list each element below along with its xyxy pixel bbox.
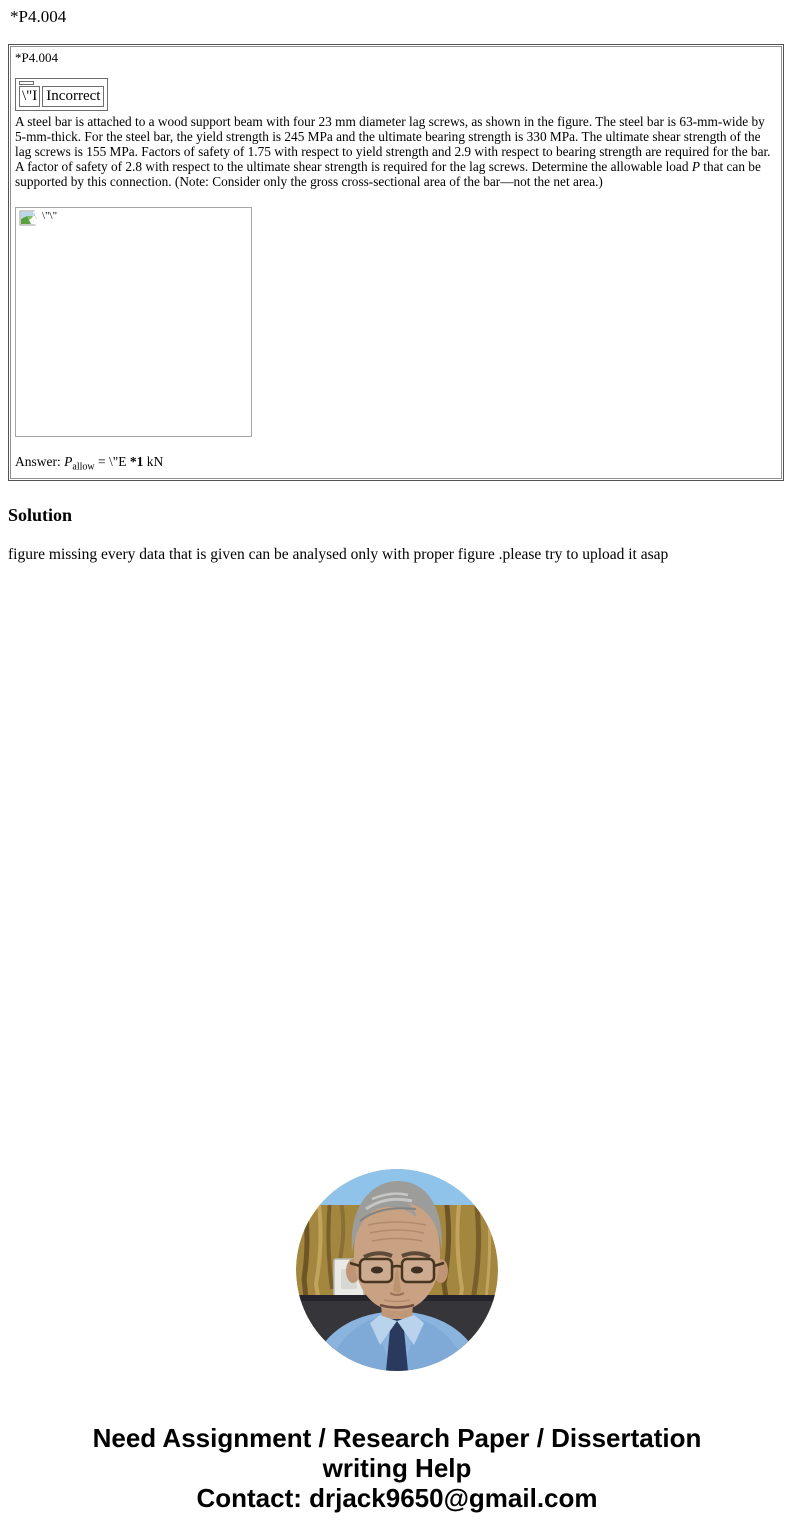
broken-image-alt-text: \"I [19,86,40,107]
badge-row [19,86,104,107]
footer-contact-email: Contact: drjack9650@gmail.com [196,1482,598,1513]
problem-number: *P4.004 [15,50,58,65]
answer-symbol-subscript: allow [72,461,95,473]
load-symbol: P [691,159,700,174]
figure-placeholder [15,207,252,437]
problem-statement [15,114,777,189]
figure-alt-text: \"\" [42,210,58,222]
problem-text-part1: A steel bar is attached to a wood support beam with four 23 mm diameter lag screws, as shown in the figure. The steel bar is 63-mm-wide by 5-mm-thick. For the steel bar, the yield strength is 245 MPa and the ultimate bearing strength is 330 MPa. The ultimate shear strength of the lag screws is 155 MPa. Factors of safety of 1.75 with respect to yield strength and 2.9 with respect to bearing strength are required for the bar. A factor of safety of 2.8 with respect to the ultimate shear strength is required for the lag screws. Determine the allowable load [15,114,771,174]
answer-line [15,454,777,476]
answer-broken-text: \"E [108,454,127,469]
problem-box-inner [10,46,782,479]
problem-text-part2: that can be supported by this connection. (Note: Consider only the gross cross-sectional area of the bar—not the net area.) [15,159,761,189]
tutor-portrait-photo [296,1169,498,1371]
answer-symbol: P [64,454,73,469]
broken-image-icon [19,210,38,231]
answer-unit: kN [146,454,164,469]
status-label: Incorrect [42,86,104,107]
footer-line2: writing Help [322,1452,472,1483]
answer-label: Answer: [15,454,61,469]
broken-image-strip-icon [19,81,34,85]
equals-sign: = [97,454,106,469]
solution-heading: Solution [8,504,73,525]
incorrect-status-badge [15,78,108,111]
page [0,7,794,1513]
footer-promo [8,1423,786,1513]
problem-box [8,44,784,481]
page-title: *P4.004 [10,7,67,26]
blank-space [8,564,786,1169]
answer-value: *1 [129,454,144,469]
solution-text: figure missing every data that is given can be analysed only with proper figure .please try to upload it asap [8,545,669,563]
footer-line1: Need Assignment / Research Paper / Dissertation [92,1422,702,1453]
